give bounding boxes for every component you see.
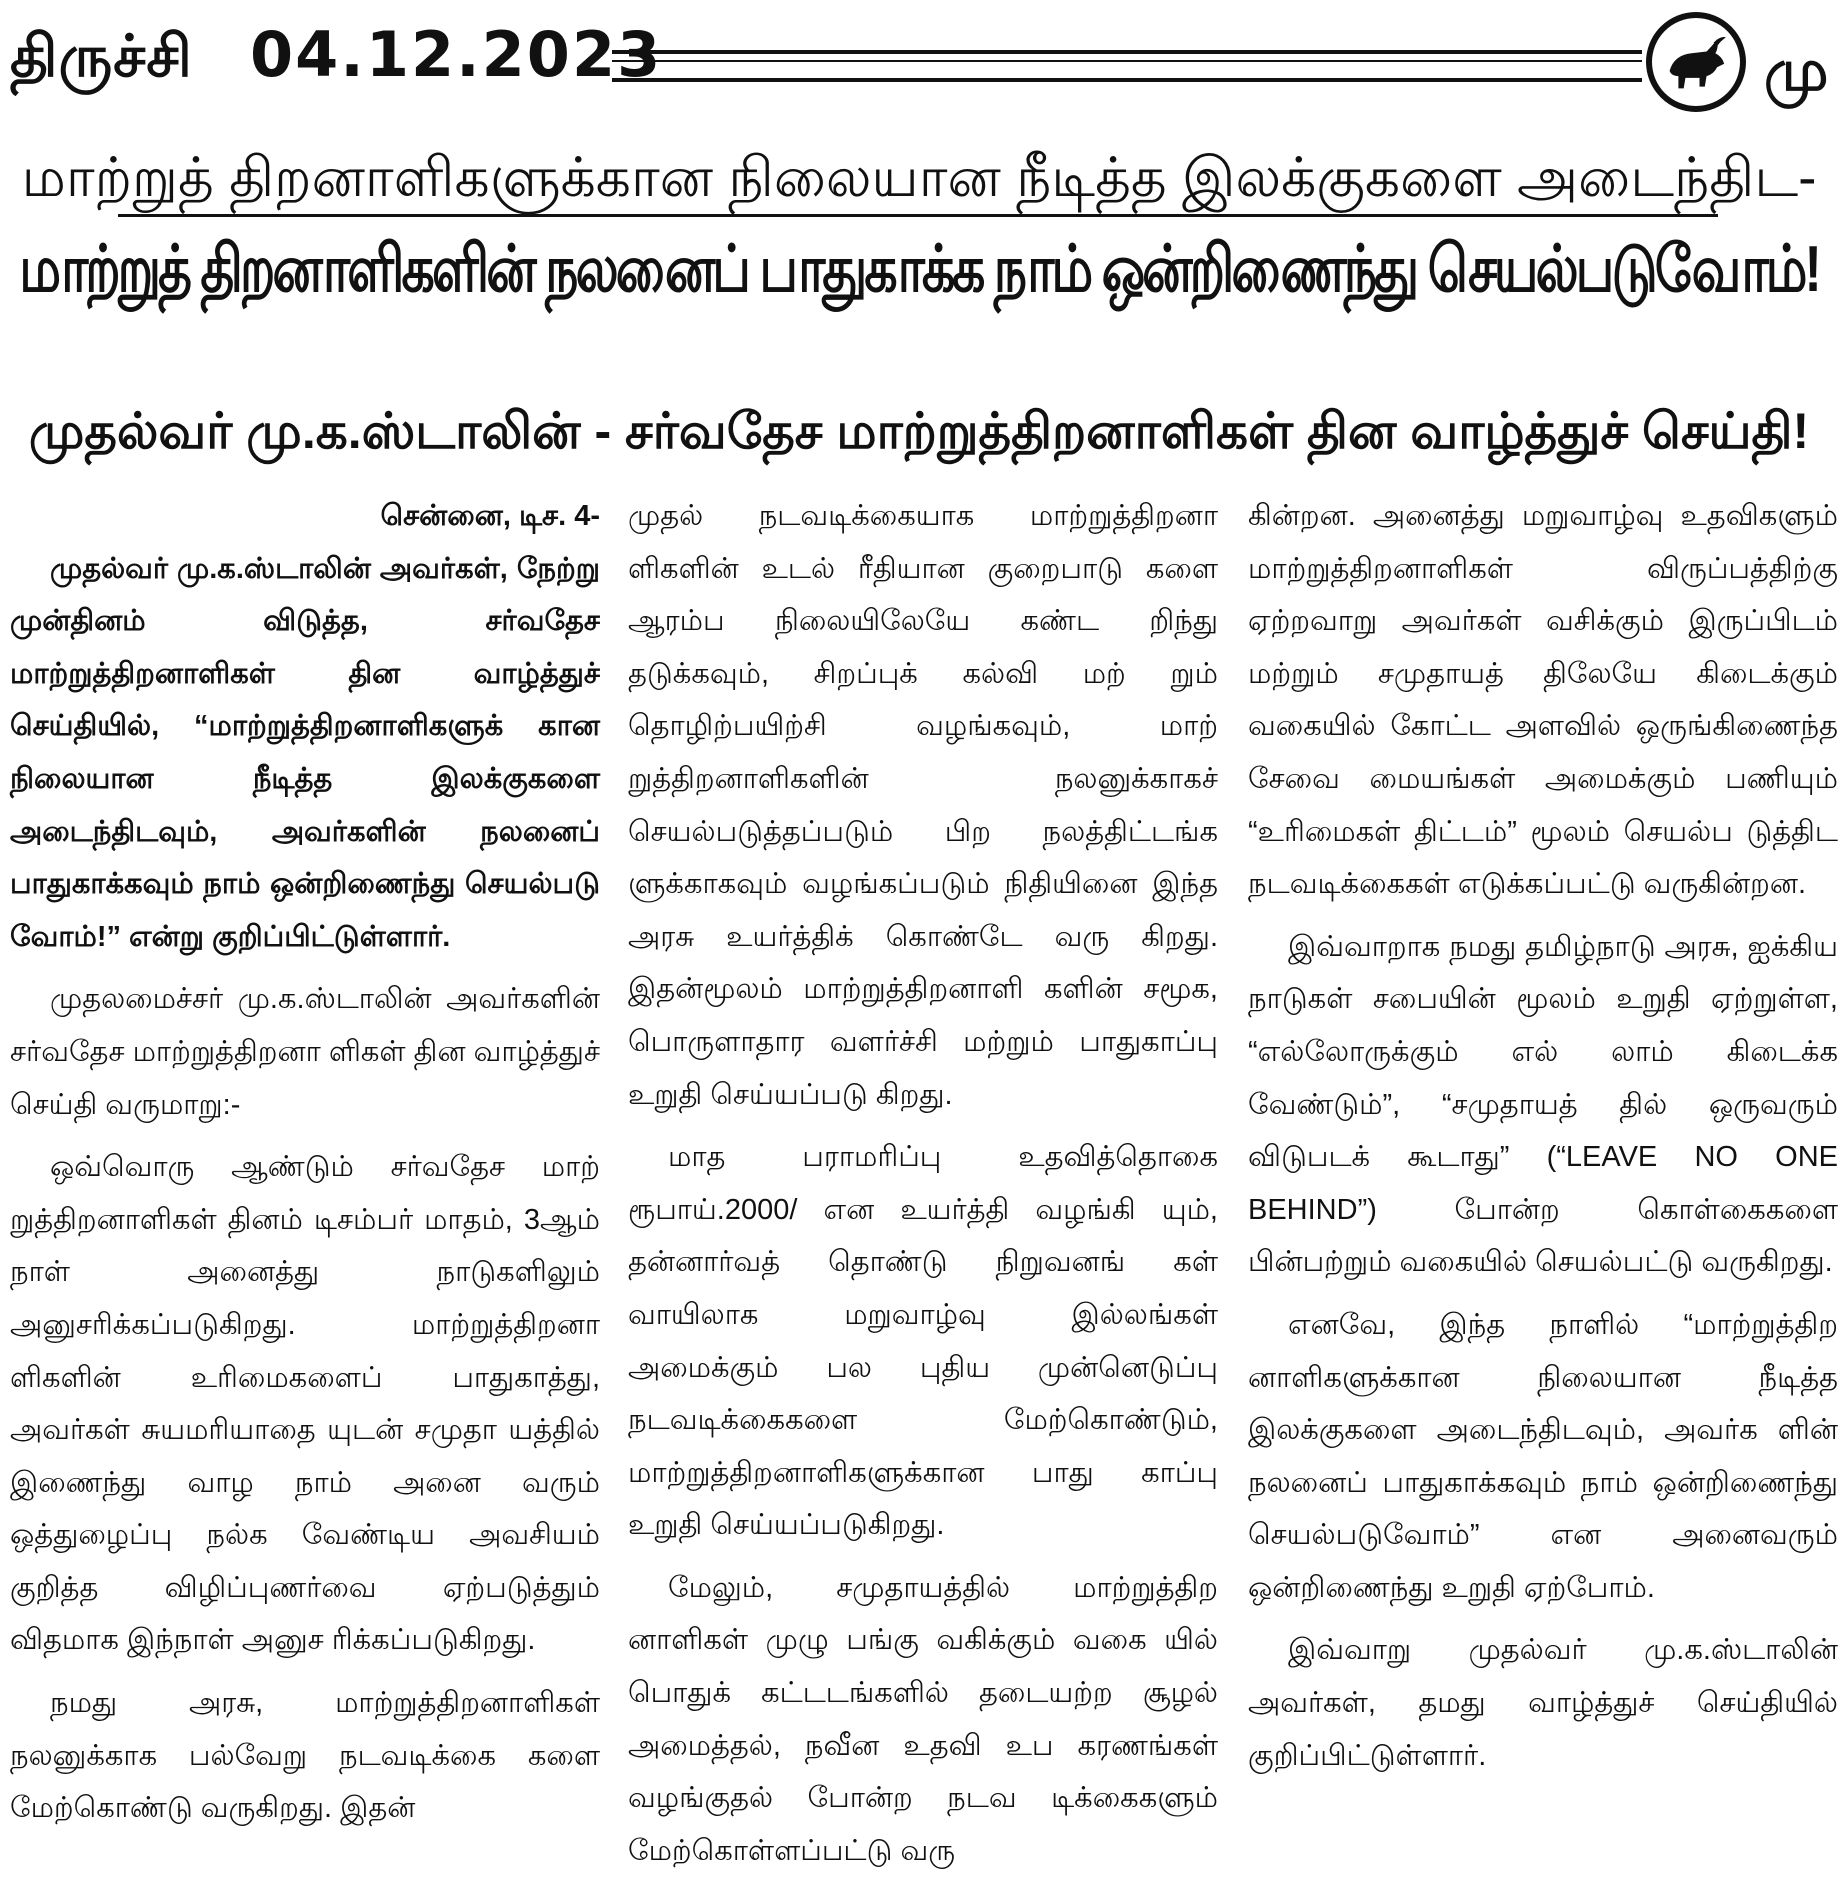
article-paragraph: ஒவ்வொரு ஆண்டும் சர்வதேச மாற் றுத்திறனாளிகள் தினம் டிசம்பர் மாதம், 3ஆம் நாள் அனைத்து நாடுகளிலும் அனுசரிக்கப்படுகிறது. மாற்றுத்திறனா ளிகளின் உரிமைகளைப் பாதுகாத்து, அவர்கள் சுயமரியாதை யுடன் சமுதா யத்தில் இணைந்து வாழ நாம் அனை வரும் ஒத்துழைப்பு நல்க வேண்டிய அவசியம் குறித்த விழிப்புணர்வை ஏற்படுத்தும் விதமாக இந்நாள் அனுச ரிக்கப்படுகிறது.	[10, 1151, 600, 1657]
kicker-divider	[118, 214, 1718, 217]
article-paragraph: கின்றன. அனைத்து மறுவாழ்வு உதவிகளும் மாற்றுத்திறனாளிகள் விருப்பத்திற்கு ஏற்றவாறு அவர்கள் வசிக்கும் இருப்பிடம் மற்றும் சமுதாயத் திலேயே கிடைக்கும் வகையில் கோட்ட அளவில் ஒருங்கிணைந்த சேவை மையங்கள் அமைக்கும் பணியும் “உரிமைகள் திட்டம்” மூலம் செயல்ப டுத்திட நடவடிக்கைகள் எடுக்கப்பட்டு வருகின்றன.	[1248, 500, 1838, 901]
edition-city: திருச்சி	[10, 22, 193, 90]
article-paragraph: எனவே, இந்த நாளில் “மாற்றுத்திற னாளிகளுக்கான நிலையான நீடித்த இலக்குகளை அடைந்திடவும், அவர்க ளின் நலனைப் பாதுகாக்கவும் நாம் ஒன்றிணைந்து செயல்படுவோம்” என அனைவரும் ஒன்றிணைந்து உறுதி ஏற்போம்.	[1248, 1308, 1838, 1604]
article-paragraph: இவ்வாறாக நமது தமிழ்நாடு அரசு, ஐக்கிய நாடுகள் சபையின் மூலம் உறுதி ஏற்றுள்ள, “எல்லோருக்கும் எல் லாம் கிடைக்க வேண்டும்”, “சமுதாயத் தில் ஒருவரும் விடுபடக் கூடாது” (“LEAVE NO ONE BEHIND”) போன்ற கொள்கைகளை பின்பற்றும் வகையில் செயல்பட்டு வருகிறது.	[1248, 930, 1838, 1279]
article-column-3	[1248, 490, 1838, 1792]
bull-logo-icon	[1646, 12, 1746, 112]
article-paragraph: மாத பராமரிப்பு உதவித்தொகை ரூபாய்.2000/ என உயர்த்தி வழங்கி யும், தன்னார்வத் தொண்டு நிறுவனங் கள் வாயிலாக மறுவாழ்வு இல்லங்கள் அமைக்கும் பல புதிய முன்னெடுப்பு நடவடிக்கைகளை மேற்கொண்டும், மாற்றுத்திறனாளிகளுக்கான பாது காப்பு உறுதி செய்யப்படுகிறது.	[628, 1141, 1218, 1542]
bull-icon	[1652, 18, 1740, 106]
article-paragraph: முதலமைச்சர் மு.க.ஸ்டாலின் அவர்களின் சர்வதேச மாற்றுத்திறனா ளிகள் தின வாழ்த்துச் செய்தி வருமாறு:-	[10, 983, 600, 1121]
article-headline: மாற்றுத் திறனாளிகளின் நலனைப் பாதுகாக்க நாம் ஒன்றிணைந்து செயல்படுவோம்!	[19, 233, 1819, 306]
article-dateline: சென்னை, டிச. 4-	[380, 500, 600, 532]
article-paragraph: முதல் நடவடிக்கையாக மாற்றுத்திறனா ளிகளின் உடல் ரீதியான குறைபாடு களை ஆரம்ப நிலையிலேயே கண்ட றிந்து தடுக்கவும், சிறப்புக் கல்வி மற் றும் தொழிற்பயிற்சி வழங்கவும், மாற் றுத்திறனாளிகளின் நலனுக்காகச் செயல்படுத்தப்படும் பிற நலத்திட்டங்க ளுக்காகவும் வழங்கப்படும் நிதியினை இந்த அரசு உயர்த்திக் கொண்டே வரு கிறது. இதன்மூலம் மாற்றுத்திறனாளி களின் சமூக, பொருளாதார வளர்ச்சி மற்றும் பாதுகாப்பு உறுதி செய்யப்படு கிறது.	[628, 500, 1218, 1111]
masthead	[0, 0, 1838, 150]
article-subhead: முதல்வர் மு.க.ஸ்டாலின் - சர்வதேச மாற்றுத்திறனாளிகள் தின வாழ்த்துச் செய்தி!	[28, 403, 1810, 459]
article-paragraph: நமது அரசு, மாற்றுத்திறனாளிகள் நலனுக்காக பல்வேறு நடவடிக்கை களை மேற்கொண்டு வருகிறது. இதன்	[10, 1687, 600, 1825]
edition-date: 04.12.2023	[250, 18, 663, 91]
article-paragraph: மேலும், சமுதாயத்தில் மாற்றுத்திற னாளிகள் முழு பங்கு வகிக்கும் வகை யில் பொதுக் கட்டடங்களில் தடையற்ற சூழல் அமைத்தல், நவீன உதவி உப கரணங்கள் வழங்குதல் போன்ற நடவ டிக்கைகளும் மேற்கொள்ளப்பட்டு வரு	[628, 1571, 1218, 1867]
article-column-1	[10, 490, 600, 1845]
newspaper-brand: மு	[1764, 36, 1829, 104]
article-paragraph: இவ்வாறு முதல்வர் மு.க.ஸ்டாலின் அவர்கள், தமது வாழ்த்துச் செய்தியில் குறிப்பிட்டுள்ளார்.	[1248, 1634, 1838, 1772]
article-column-2	[628, 490, 1218, 1887]
masthead-rule	[612, 50, 1642, 82]
article-lead: முதல்வர் மு.க.ஸ்டாலின் அவர்கள், நேற்று முன்தினம் விடுத்த, சர்வதேச மாற்றுத்திறனாளிகள் தின வாழ்த்துச் செய்தியில், “மாற்றுத்திறனாளிகளுக் கான நிலையான நீடித்த இலக்குகளை அடைந்திடவும், அவர்களின் நலனைப் பாதுகாக்கவும் நாம் ஒன்றிணைந்து செயல்படு வோம்!” என்று குறிப்பிட்டுள்ளார்.	[10, 552, 600, 953]
article-kicker: மாற்றுத் திறனாளிகளுக்கான நிலையான நீடித்த இலக்குகளை அடைந்திட-	[21, 146, 1817, 208]
